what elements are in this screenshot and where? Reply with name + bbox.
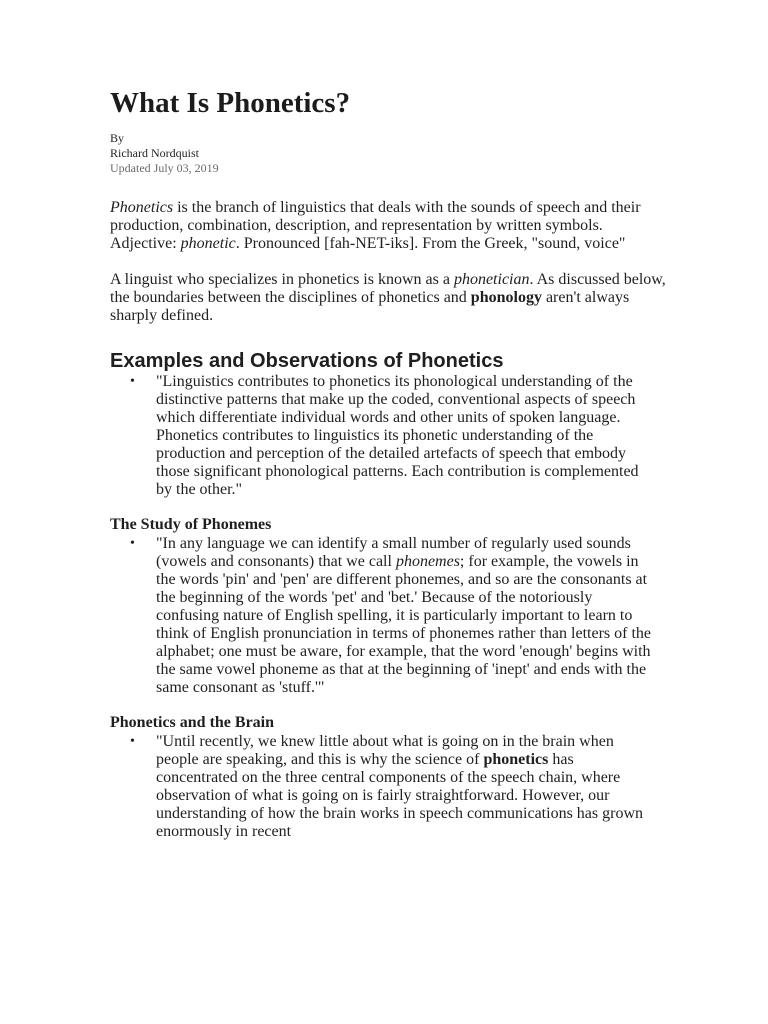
bullet-icon: • xyxy=(130,536,135,551)
quote-list-3 xyxy=(110,733,670,841)
list-item xyxy=(110,733,656,841)
quote-text: "Linguistics contributes to phonetics its phonological understanding of the distinctive patterns that make up the coded, conventional aspects of speech which differentiate individual words and other units of spoken language. Phonetics contributes to linguistics its phonetic understanding of the production and perception of the detailed artefacts of speech that embody those significant phonological patterns. Each contribution is complemented by the other." xyxy=(156,373,639,498)
article xyxy=(110,85,670,841)
quote-text-a: "Until recently, we knew little about what is going on in the brain when people are speaking, and this is why the science of xyxy=(156,733,614,768)
phonology-link[interactable]: phonology xyxy=(470,289,542,306)
quote-list-1 xyxy=(110,373,670,499)
p2-text-c: aren't always sharply defined. xyxy=(110,289,630,324)
p2-text-b: . As discussed below, the boundaries between the disciplines of phonetics and xyxy=(110,271,666,306)
p2-text-a: A linguist who specializes in phonetics is known as a xyxy=(110,271,454,288)
page-title: What Is Phonetics? xyxy=(110,87,351,119)
quote-text-b: ; for example, the vowels in the words 'pin' and 'pen' are different phonemes, and so are the consonants at the beginning of the words 'pet' and 'bet.' Because of the notoriously confusing nature of English spelling, it is particularly important to learn to think of English pronunciation in terms of phonemes rather than letters of the alphabet; one must be aware, for example, that the word 'enough' begins with the same vowel phoneme as that at the beginning of 'inept' and ends with the same consonant as 'stuff.'" xyxy=(156,553,651,696)
phonetics-link[interactable]: phonetics xyxy=(483,751,549,768)
list-item xyxy=(110,373,656,499)
intro-text-a: is the branch of linguistics that deals with the sounds of speech and their production, combination, description, and representation by written symbols. Adjective: xyxy=(110,199,641,252)
quote-text-a: "In any language we can identify a small number of regularly used sounds (vowels and consonants) that we call xyxy=(156,535,631,570)
list-item xyxy=(110,535,656,697)
author-link[interactable]: Richard Nordquist xyxy=(110,146,199,160)
section-heading: Examples and Observations of Phonetics xyxy=(110,350,504,372)
updated-date: Updated July 03, 2019 xyxy=(110,161,219,175)
term-phonetics: Phonetics xyxy=(110,199,174,216)
second-paragraph xyxy=(110,271,670,325)
term-phonetician: phonetician xyxy=(453,271,530,288)
subheading-brain: Phonetics and the Brain xyxy=(110,714,275,731)
term-phonemes: phonemes xyxy=(395,553,460,570)
subheading-phonemes: The Study of Phonemes xyxy=(110,516,272,533)
by-label: By xyxy=(110,131,125,145)
quote-text-b: has concentrated on the three central components of the speech chain, where observation of what is going on is fairly straightforward. However, our understanding of how the brain works in speech communications has grown enormously in recent xyxy=(156,751,644,840)
intro-paragraph xyxy=(110,199,670,253)
bullet-icon: • xyxy=(130,374,135,389)
bullet-icon: • xyxy=(130,734,135,749)
intro-text-b: . Pronounced [fah-NET-iks]. From the Greek, "sound, voice" xyxy=(235,235,626,252)
quote-list-2 xyxy=(110,535,670,697)
term-phonetic: phonetic xyxy=(180,235,236,252)
